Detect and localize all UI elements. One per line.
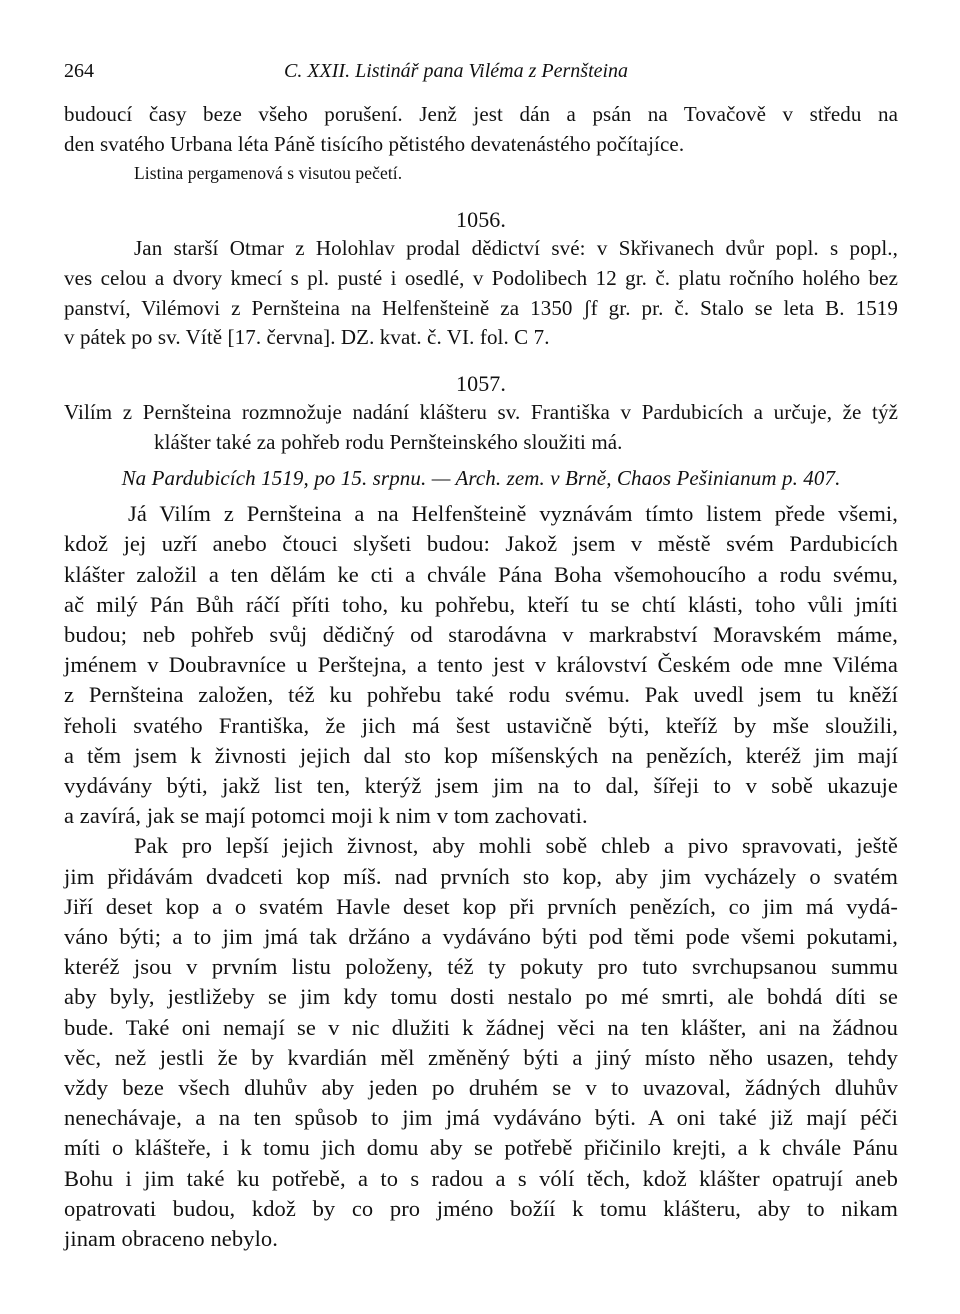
body-line: jménem v Doubravníce u Perštejna, a tento jest v království Českém ode mne Viléma [64,652,898,678]
body-line: budou; neb pohřeb svůj dědičný od starodávna v markrabství Moravském máme, [64,621,898,647]
body-line: Jiří deset kop a o svatém Havle deset kop při prvních penězích, co jim má vydá- [64,893,898,919]
document-1056 [64,205,898,353]
text-line: budoucí časy beze všeho porušení. Jenž jest dán a psán na Tovačově v středu na [64,102,898,126]
body-line: váno býti; a to jim jmá tak držáno a vydáváno býti pod těmi pode všemi pokutami, [64,923,898,949]
body-line: jinam obraceno nebylo. [64,1226,279,1251]
body-line: klášter založil a ten dělám ke cti a chvále Pána Boha všemohoucího a rodu svému, [64,561,898,587]
body-line: aby byly, jestližeby se jim kdy tomu dosti nestalo po mé smrti, ale bohdá díti se [64,984,898,1010]
body-line: nenechávaje, a na ten spůsob to jim jmá vydáváno býti. A oni také již mají péči [64,1105,898,1131]
body-line: řeholi svatého Františka, že jich má šest ustavičně býti, kteříž by mše sloužili, [64,712,898,738]
document-1057 [64,369,898,1254]
top-text [64,100,898,189]
running-title: C. XXII. Listinář pana Viléma z Pernšteina [284,60,629,82]
document-number: 1056. [456,206,506,232]
summary-line: Vilím z Pernšteina rozmnožuje nadání klášteru sv. Františka v Pardubicích a určuje, že týž [64,400,898,425]
body-line: jim přidávám dvadceti kop míš. nad prvních sto kop, aby jim vycházely o svatém [64,863,898,889]
text-line: den svatého Urbana léta Páně tisícího pětistého devatenástého počítajíce. [64,131,685,156]
body-line: Bohu i jim také ku potřebě, a to s radou a s vólí těch, kdož klášter opatrují aneb [64,1165,898,1191]
body-line: kdož jej uzří anebo čtouci slyšeti budou: Jakož jsem v městě svém Pardubicích [64,531,898,557]
document-number: 1057. [456,370,506,396]
body-line: věc, než jestli že by kvardián měl změněný býti a jiný místo něho usazen, tehdy [64,1044,898,1070]
body-line: opatrovati budou, kdož by co pro jméno božíí k tomu klášteru, aby to nikam [64,1195,898,1221]
body-line: vždy beze všech dluhův aby jeden po druhém se v to uvazoval, žádných dluhův [64,1074,898,1100]
regest-line: Jan starší Otmar z Holohlav prodal dědictví své: v Skřivanech dvůr popl. s popl., [134,236,898,261]
body-line: Pak pro lepší jejich živnost, aby mohli sobě chleb a pivo spravovati, ještě [134,833,898,859]
body-line: vydávány býti, jakž list ten, kterýž jsem jim na to dal, šířeji to v sobě ukazuje [64,772,898,798]
document-page [64,60,898,1254]
regest-line: ves celou a dvory kmecí s pl. pusté i osedlé, v Podolibech 12 gr. č. platu ročního holého bez [64,265,898,290]
running-head [64,60,898,90]
body-line: Já Vilím z Pernšteina a na Helfenšteině vyznávám tímto listem přede všemi, [128,501,898,527]
body-line: míti o klášteře, i k tomu jich domu aby se potřebě přičinilo krejti, a k chvále Pánu [64,1135,898,1161]
body-line: bude. Také oni nemají se v nic dlužiti k žádnej věci na ten klášter, ani na žádnou [64,1014,898,1040]
regest-line: panství, Vilémovi z Pernšteina na Helfenšteině za 1350 ʃf gr. pr. č. Stalo se leta B. 1519 [64,295,898,320]
summary-line: klášter také za pohřeb rodu Pernšteinského sloužiti má. [154,429,623,454]
body-line: a zavírá, jak se mají potomci moji k nim v tom zachovati. [64,803,588,829]
body-line: kteréž jsou v prvním listu položeny, též ty pokuty pro tuto svrchupsanou summu [64,954,898,980]
page-number: 264 [64,60,94,82]
body-line: z Pernšteina založen, též ku pohřebu také rodu svému. Pak uvedl jsem tu kněží [64,682,898,708]
archival-note: Listina pergamenová s visutou pečetí. [134,163,403,184]
body-line: a těm jsem k živnosti jejich dal sto kop míšenských na penězích, kteréž jim mají [64,742,898,768]
regest-line: v pátek po sv. Vítě [17. června]. DZ. kvat. č. VI. fol. C 7. [64,325,550,350]
source-citation: Na Pardubicích 1519, po 15. srpnu. — Arch. zem. v Brně, Chaos Pešinianum p. 407. [121,465,841,490]
body-line: ač milý Pán Bůh ráčí příti toho, ku pohřebu, kteří tu se chtí klásti, toho vůli jmíti [64,591,898,617]
